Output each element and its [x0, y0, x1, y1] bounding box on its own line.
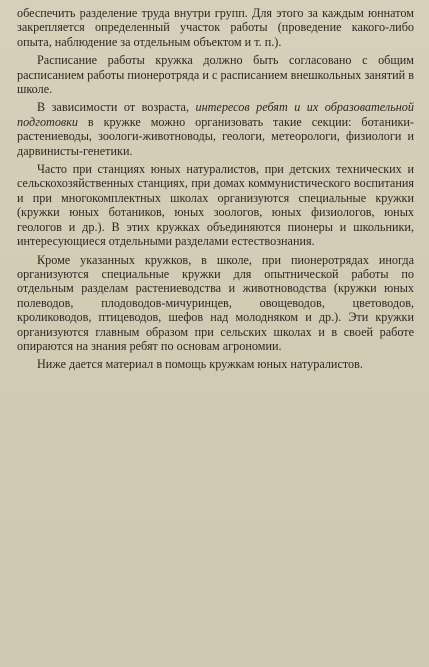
paragraph-3: [17, 100, 414, 158]
paragraph-3-emphasis: интересов ребят и их образовательной подготовки: [17, 100, 414, 129]
paragraph-4: Часто при станциях юных натуралистов, при детских технических и сельскохозяйственных станциях, при домах коммунистического воспитания и при многокомплектных школах организуются специальные кружки (кружки юных ботаников, юных зоологов, юных физиологов, юных геологов и др.). В этих кружках объединяются пионеры и школьники, интересующиеся отдельными разделами естествознания.: [17, 162, 414, 249]
paragraph-2: Расписание работы кружка должно быть согласовано с общим расписанием работы пионеротряда и с расписанием внешкольных занятий в школе.: [17, 53, 414, 97]
paragraph-3-start: В зависимости от возраста,: [37, 100, 196, 115]
paragraph-3-end: в кружке можно организовать такие секции: ботаники-растениеводы, зоологи-животноводы, геологи, метеорологи, физиологи и дарвинисты-генетики.: [17, 114, 414, 158]
paragraph-6: Ниже дается материал в помощь кружкам юных натуралистов.: [37, 357, 363, 372]
body-text: [17, 6, 414, 372]
paragraph-1: обеспечить разделение труда внутри групп. Для этого за каждым юннатом закрепляется определенный участок работы (проведение какого-либо опыта, наблюдение за отдельным объектом и т. п.).: [17, 6, 414, 49]
paragraph-5: Кроме указанных кружков, в школе, при пионеротрядах иногда организуются специальные кружки для опытнической работы по отдельным разделам растениеводства и животноводства (кружки юных полеводов, плодоводов-мичуринцев, овощеводов, цветоводов, кролиководов, птицеводов, шефов над молодняком и др.). Эти кружки организуются главным образом при сельских школах и в своей работе опираются на знания ребят по основам агрономии.: [17, 252, 414, 353]
